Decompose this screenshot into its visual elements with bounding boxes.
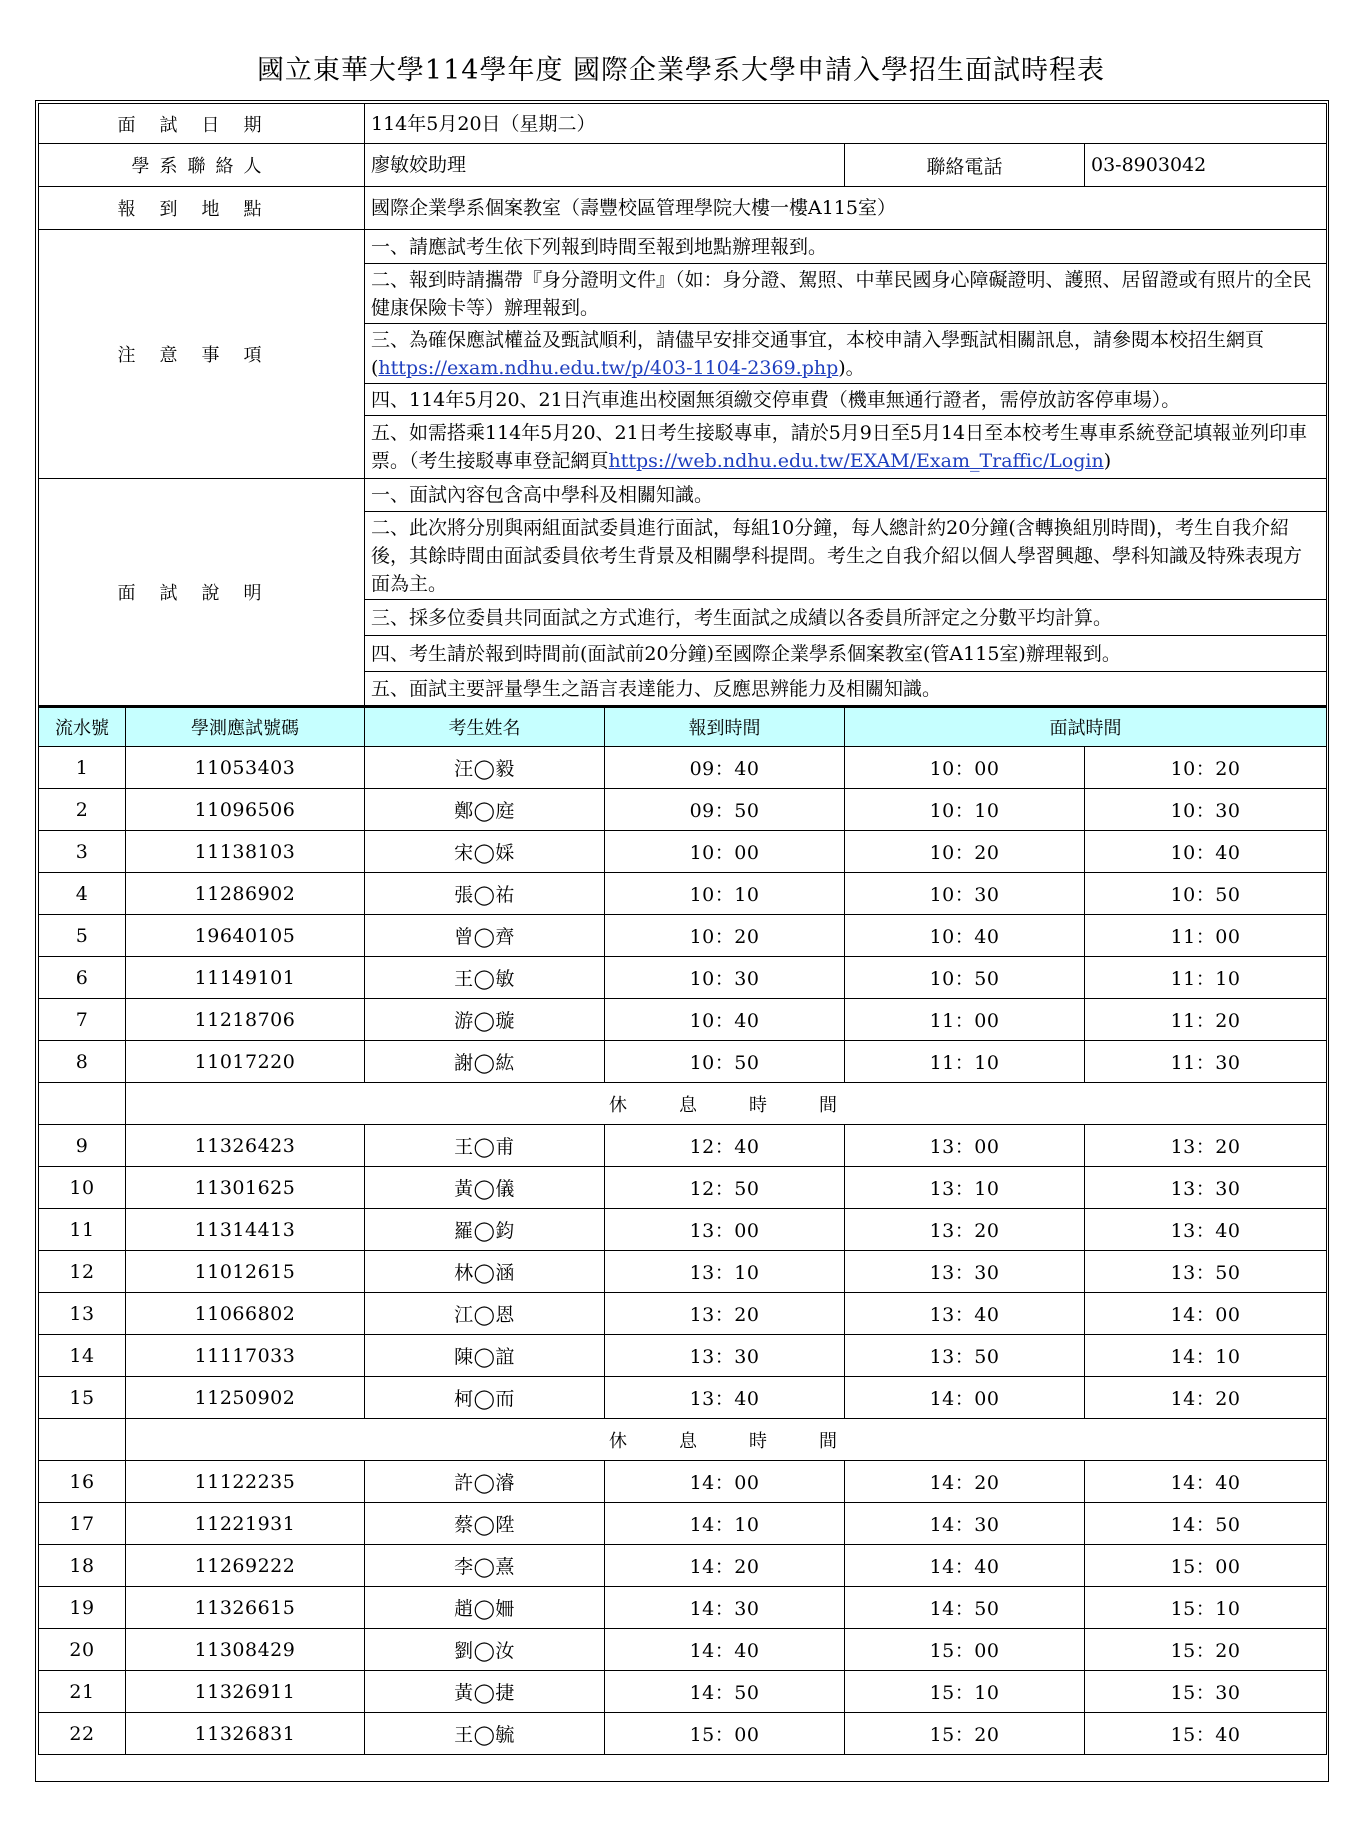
exam-number-cell: 11326911 bbox=[126, 1671, 365, 1713]
interview-start-cell: 13：30 bbox=[845, 1251, 1085, 1293]
interview-end-cell: 13：30 bbox=[1085, 1167, 1327, 1209]
contact-label: 學系聯絡人 bbox=[39, 144, 365, 187]
candidate-name-cell: 游◯璇 bbox=[365, 999, 605, 1041]
table-row bbox=[39, 1545, 1327, 1587]
serial-cell: 17 bbox=[39, 1503, 126, 1545]
table-row bbox=[39, 1713, 1327, 1755]
candidate-name-cell: 王◯甫 bbox=[365, 1125, 605, 1167]
admission-website-link[interactable]: https://exam.ndhu.edu.tw/p/403-1104-2369.php bbox=[378, 356, 839, 379]
interview-start-cell: 14：20 bbox=[845, 1461, 1085, 1503]
explain-label: 面試說明 bbox=[39, 479, 365, 707]
candidate-name-cell: 陳◯誼 bbox=[365, 1335, 605, 1377]
checkin-time-cell: 14：10 bbox=[605, 1503, 845, 1545]
interview-start-cell: 13：20 bbox=[845, 1209, 1085, 1251]
break-label: 休息時間 bbox=[126, 1419, 1327, 1461]
interview-start-cell: 11：10 bbox=[845, 1041, 1085, 1083]
candidate-name-cell: 曾◯齊 bbox=[365, 915, 605, 957]
note-item-tail: ) bbox=[1103, 450, 1112, 472]
candidate-name-cell: 王◯敏 bbox=[365, 957, 605, 999]
interview-start-cell: 15：10 bbox=[845, 1671, 1085, 1713]
table-row bbox=[39, 1125, 1327, 1167]
exam-number-cell: 11250902 bbox=[126, 1377, 365, 1419]
checkin-time-cell: 14：30 bbox=[605, 1587, 845, 1629]
candidate-name-cell: 汪◯毅 bbox=[365, 747, 605, 789]
exam-number-cell: 11117033 bbox=[126, 1335, 365, 1377]
explain-item: 一、面試內容包含高中學科及相關知識。 bbox=[365, 479, 1327, 512]
exam-number-cell: 11326423 bbox=[126, 1125, 365, 1167]
candidate-name-cell: 鄭◯庭 bbox=[365, 789, 605, 831]
break-row bbox=[39, 1083, 1327, 1125]
interview-end-cell: 11：20 bbox=[1085, 999, 1327, 1041]
checkin-time-cell: 12：50 bbox=[605, 1167, 845, 1209]
interview-end-cell: 11：10 bbox=[1085, 957, 1327, 999]
note-item bbox=[365, 324, 1327, 384]
interview-end-cell: 13：20 bbox=[1085, 1125, 1327, 1167]
break-row bbox=[39, 1419, 1327, 1461]
serial-cell: 1 bbox=[39, 747, 126, 789]
note-item: 二、報到時請攜帶『身分證明文件』（如：身分證、駕照、中華民國身心障礙證明、護照、居留證或有照片的全民健康保險卡等）辦理報到。 bbox=[365, 264, 1327, 324]
note-item-tail: )。 bbox=[838, 356, 865, 379]
table-row bbox=[39, 1251, 1327, 1293]
interview-end-cell: 15：10 bbox=[1085, 1587, 1327, 1629]
explain-row bbox=[39, 479, 1327, 512]
interview-end-cell: 15：40 bbox=[1085, 1713, 1327, 1755]
contact-value: 廖敏姣助理 bbox=[365, 144, 845, 187]
exam-number-cell: 11149101 bbox=[126, 957, 365, 999]
table-row bbox=[39, 1629, 1327, 1671]
phone-value: 03-8903042 bbox=[1085, 144, 1327, 187]
checkin-time-cell: 10：30 bbox=[605, 957, 845, 999]
exam-number-cell: 11012615 bbox=[126, 1251, 365, 1293]
serial-cell: 9 bbox=[39, 1125, 126, 1167]
interview-start-cell: 10：20 bbox=[845, 831, 1085, 873]
serial-cell: 20 bbox=[39, 1629, 126, 1671]
interview-end-cell: 10：50 bbox=[1085, 873, 1327, 915]
serial-cell: 19 bbox=[39, 1587, 126, 1629]
table-row bbox=[39, 1461, 1327, 1503]
exam-number-cell: 11269222 bbox=[126, 1545, 365, 1587]
interview-end-cell: 14：50 bbox=[1085, 1503, 1327, 1545]
checkin-time-cell: 10：50 bbox=[605, 1041, 845, 1083]
break-empty-cell bbox=[39, 1419, 126, 1461]
serial-cell: 2 bbox=[39, 789, 126, 831]
table-row bbox=[39, 915, 1327, 957]
exam-number-cell: 11301625 bbox=[126, 1167, 365, 1209]
serial-cell: 7 bbox=[39, 999, 126, 1041]
exam-number-cell: 11221931 bbox=[126, 1503, 365, 1545]
note-item-text: 五、如需搭乘114年5月20、21日考生接駁專車，請於5月9日至5月14日至本校考生專車系統登記填報並列印車票。（考生接駁專車登記網頁 bbox=[371, 422, 1308, 472]
table-row bbox=[39, 1293, 1327, 1335]
checkin-time-cell: 10：00 bbox=[605, 831, 845, 873]
interview-start-cell: 14：50 bbox=[845, 1587, 1085, 1629]
exam-number-cell: 11218706 bbox=[126, 999, 365, 1041]
schedule-header-row bbox=[39, 707, 1327, 747]
explain-item: 三、採多位委員共同面試之方式進行，考生面試之成績以各委員所評定之分數平均計算。 bbox=[365, 600, 1327, 636]
schedule-sheet bbox=[38, 103, 1327, 1755]
serial-cell: 12 bbox=[39, 1251, 126, 1293]
serial-cell: 14 bbox=[39, 1335, 126, 1377]
checkin-time-cell: 14：50 bbox=[605, 1671, 845, 1713]
checkin-time-cell: 12：40 bbox=[605, 1125, 845, 1167]
interview-start-cell: 13：10 bbox=[845, 1167, 1085, 1209]
header-exam-number: 學測應試號碼 bbox=[126, 707, 365, 747]
candidate-name-cell: 劉◯汝 bbox=[365, 1629, 605, 1671]
exam-number-cell: 11308429 bbox=[126, 1629, 365, 1671]
candidate-name-cell: 柯◯而 bbox=[365, 1377, 605, 1419]
exam-number-cell: 11122235 bbox=[126, 1461, 365, 1503]
candidate-name-cell: 李◯熹 bbox=[365, 1545, 605, 1587]
note-item-text: 三、為確保應試權益及甄試順利，請儘早安排交通事宜，本校申請入學甄試相關訊息，請參閱本校招生網頁( bbox=[371, 328, 1265, 379]
checkin-time-cell: 10：20 bbox=[605, 915, 845, 957]
interview-start-cell: 10：50 bbox=[845, 957, 1085, 999]
candidate-name-cell: 江◯恩 bbox=[365, 1293, 605, 1335]
explain-item: 四、考生請於報到時間前(面試前20分鐘)至國際企業學系個案教室(管A115室)辦理報到。 bbox=[365, 636, 1327, 672]
candidate-name-cell: 林◯涵 bbox=[365, 1251, 605, 1293]
header-interview-time: 面試時間 bbox=[845, 707, 1327, 747]
table-row bbox=[39, 957, 1327, 999]
serial-cell: 16 bbox=[39, 1461, 126, 1503]
exam-number-cell: 11017220 bbox=[126, 1041, 365, 1083]
interview-start-cell: 15：00 bbox=[845, 1629, 1085, 1671]
table-row bbox=[39, 1377, 1327, 1419]
exam-number-cell: 11138103 bbox=[126, 831, 365, 873]
interview-end-cell: 10：30 bbox=[1085, 789, 1327, 831]
checkin-time-cell: 10：40 bbox=[605, 999, 845, 1041]
date-label: 面試日期 bbox=[39, 104, 365, 144]
candidate-name-cell: 黃◯儀 bbox=[365, 1167, 605, 1209]
page-title: 國立東華大學114學年度 國際企業學系大學申請入學招生面試時程表 bbox=[256, 55, 1106, 86]
interview-start-cell: 14：00 bbox=[845, 1377, 1085, 1419]
note-item: 四、114年5月20、21日汽車進出校園無須繳交停車費（機車無通行證者，需停放訪客停車場）。 bbox=[365, 384, 1327, 416]
note-item: 一、請應試考生依下列報到時間至報到地點辦理報到。 bbox=[365, 230, 1327, 264]
candidate-name-cell: 王◯毓 bbox=[365, 1713, 605, 1755]
exam-number-cell: 11326831 bbox=[126, 1713, 365, 1755]
interview-end-cell: 10：20 bbox=[1085, 747, 1327, 789]
exam-number-cell: 11096506 bbox=[126, 789, 365, 831]
table-row bbox=[39, 747, 1327, 789]
candidate-name-cell: 蔡◯陞 bbox=[365, 1503, 605, 1545]
location-value: 國際企業學系個案教室（壽豐校區管理學院大樓一樓A115室） bbox=[365, 187, 1327, 230]
checkin-time-cell: 09：40 bbox=[605, 747, 845, 789]
serial-cell: 8 bbox=[39, 1041, 126, 1083]
interview-end-cell: 10：40 bbox=[1085, 831, 1327, 873]
candidate-name-cell: 趙◯姍 bbox=[365, 1587, 605, 1629]
exam-number-cell: 11326615 bbox=[126, 1587, 365, 1629]
date-row bbox=[39, 104, 1327, 144]
serial-cell: 6 bbox=[39, 957, 126, 999]
serial-cell: 13 bbox=[39, 1293, 126, 1335]
notes-row bbox=[39, 230, 1327, 264]
interview-end-cell: 15：00 bbox=[1085, 1545, 1327, 1587]
interview-start-cell: 11：00 bbox=[845, 999, 1085, 1041]
interview-end-cell: 11：30 bbox=[1085, 1041, 1327, 1083]
checkin-time-cell: 13：00 bbox=[605, 1209, 845, 1251]
date-value: 114年5月20日（星期二） bbox=[365, 104, 1327, 144]
interview-start-cell: 13：40 bbox=[845, 1293, 1085, 1335]
serial-cell: 3 bbox=[39, 831, 126, 873]
interview-end-cell: 15：30 bbox=[1085, 1671, 1327, 1713]
table-row bbox=[39, 1335, 1327, 1377]
serial-cell: 5 bbox=[39, 915, 126, 957]
interview-start-cell: 10：00 bbox=[845, 747, 1085, 789]
serial-cell: 22 bbox=[39, 1713, 126, 1755]
checkin-time-cell: 14：20 bbox=[605, 1545, 845, 1587]
break-empty-cell bbox=[39, 1083, 126, 1125]
interview-start-cell: 15：20 bbox=[845, 1713, 1085, 1755]
interview-end-cell: 11：00 bbox=[1085, 915, 1327, 957]
checkin-time-cell: 13：20 bbox=[605, 1293, 845, 1335]
interview-end-cell: 14：40 bbox=[1085, 1461, 1327, 1503]
checkin-time-cell: 14：40 bbox=[605, 1629, 845, 1671]
candidate-name-cell: 許◯濬 bbox=[365, 1461, 605, 1503]
table-row bbox=[39, 1503, 1327, 1545]
interview-end-cell: 15：20 bbox=[1085, 1629, 1327, 1671]
exam-number-cell: 11314413 bbox=[126, 1209, 365, 1251]
interview-start-cell: 10：10 bbox=[845, 789, 1085, 831]
note-item bbox=[365, 416, 1327, 479]
candidate-name-cell: 張◯祐 bbox=[365, 873, 605, 915]
header-checkin-time: 報到時間 bbox=[605, 707, 845, 747]
exam-number-cell: 11066802 bbox=[126, 1293, 365, 1335]
interview-start-cell: 13：00 bbox=[845, 1125, 1085, 1167]
candidate-name-cell: 宋◯婇 bbox=[365, 831, 605, 873]
table-row bbox=[39, 873, 1327, 915]
interview-start-cell: 13：50 bbox=[845, 1335, 1085, 1377]
serial-cell: 18 bbox=[39, 1545, 126, 1587]
interview-start-cell: 14：40 bbox=[845, 1545, 1085, 1587]
header-name: 考生姓名 bbox=[365, 707, 605, 747]
shuttle-registration-link[interactable]: https://web.ndhu.edu.tw/EXAM/Exam_Traffic/Login bbox=[608, 450, 1104, 472]
checkin-time-cell: 15：00 bbox=[605, 1713, 845, 1755]
serial-cell: 11 bbox=[39, 1209, 126, 1251]
interview-end-cell: 13：50 bbox=[1085, 1251, 1327, 1293]
table-row bbox=[39, 999, 1327, 1041]
header-serial: 流水號 bbox=[39, 707, 126, 747]
location-row bbox=[39, 187, 1327, 230]
serial-cell: 15 bbox=[39, 1377, 126, 1419]
table-row bbox=[39, 1167, 1327, 1209]
explain-item: 五、面試主要評量學生之語言表達能力、反應思辨能力及相關知識。 bbox=[365, 672, 1327, 707]
checkin-time-cell: 09：50 bbox=[605, 789, 845, 831]
explain-item: 二、此次將分別與兩組面試委員進行面試，每組10分鐘，每人總計約20分鐘(含轉換組別時間)，考生自我介紹後，其餘時間由面試委員依考生背景及相關學科提問。考生之自我介紹以個人學習興趣、學科知識及特殊表現方面為主。 bbox=[365, 512, 1327, 600]
checkin-time-cell: 10：10 bbox=[605, 873, 845, 915]
phone-label: 聯絡電話 bbox=[845, 144, 1085, 187]
checkin-time-cell: 14：00 bbox=[605, 1461, 845, 1503]
exam-number-cell: 11053403 bbox=[126, 747, 365, 789]
contact-row bbox=[39, 144, 1327, 187]
serial-cell: 10 bbox=[39, 1167, 126, 1209]
interview-start-cell: 10：40 bbox=[845, 915, 1085, 957]
table-row bbox=[39, 1041, 1327, 1083]
serial-cell: 21 bbox=[39, 1671, 126, 1713]
interview-start-cell: 14：30 bbox=[845, 1503, 1085, 1545]
checkin-time-cell: 13：40 bbox=[605, 1377, 845, 1419]
notes-label: 注意事項 bbox=[39, 230, 365, 479]
table-row bbox=[39, 1587, 1327, 1629]
table-row bbox=[39, 831, 1327, 873]
table-row bbox=[39, 1671, 1327, 1713]
candidate-name-cell: 謝◯紘 bbox=[365, 1041, 605, 1083]
interview-end-cell: 14：00 bbox=[1085, 1293, 1327, 1335]
interview-end-cell: 14：20 bbox=[1085, 1377, 1327, 1419]
serial-cell: 4 bbox=[39, 873, 126, 915]
interview-end-cell: 14：10 bbox=[1085, 1335, 1327, 1377]
exam-number-cell: 19640105 bbox=[126, 915, 365, 957]
exam-number-cell: 11286902 bbox=[126, 873, 365, 915]
interview-start-cell: 10：30 bbox=[845, 873, 1085, 915]
table-row bbox=[39, 789, 1327, 831]
break-label: 休息時間 bbox=[126, 1083, 1327, 1125]
candidate-name-cell: 羅◯鈞 bbox=[365, 1209, 605, 1251]
candidate-name-cell: 黃◯捷 bbox=[365, 1671, 605, 1713]
location-label: 報到地點 bbox=[39, 187, 365, 230]
checkin-time-cell: 13：10 bbox=[605, 1251, 845, 1293]
interview-end-cell: 13：40 bbox=[1085, 1209, 1327, 1251]
checkin-time-cell: 13：30 bbox=[605, 1335, 845, 1377]
table-row bbox=[39, 1209, 1327, 1251]
